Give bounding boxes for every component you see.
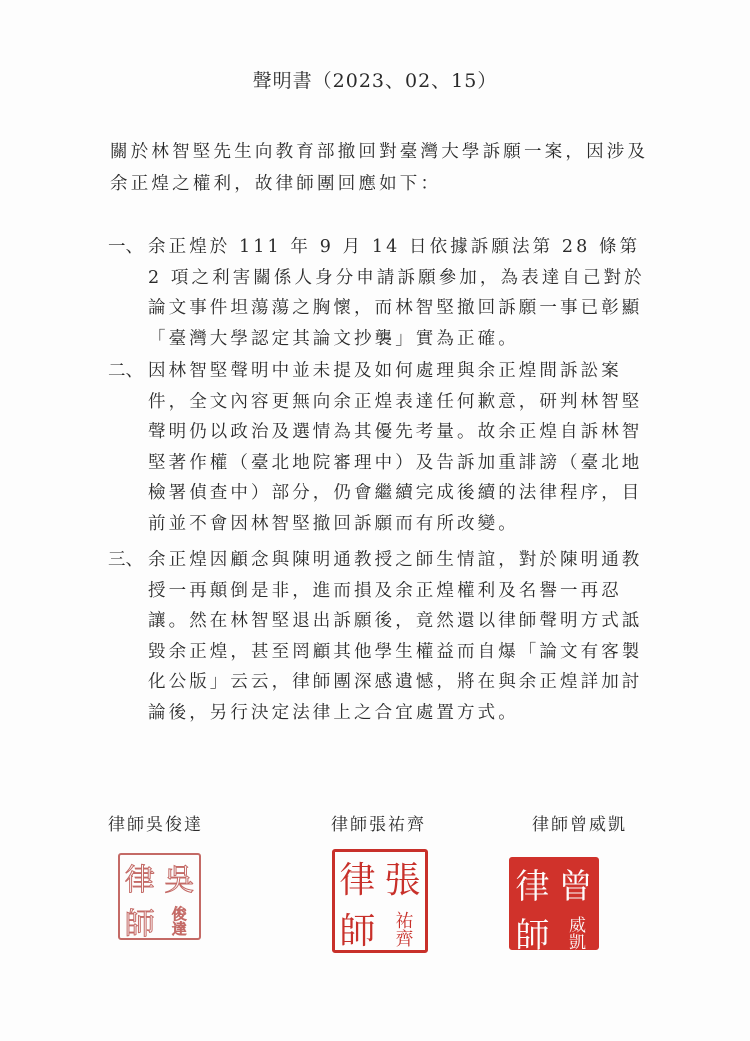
seal-char: 律 xyxy=(339,860,376,901)
item-text: 余正煌於 111 年 9 月 14 日依據訴願法第 28 條第 2 項之利害關係人身分申請訴願參加，為表達自己對於論文事件坦蕩蕩之胸懷，而林智堅撤回訴願一事已彰顯「臺灣大學認定其論文抄襲」實為正確。 xyxy=(148,237,645,349)
item-text: 因林智堅聲明中並未提及如何處理與余正煌間訴訟案件，全文內容更無向余正煌表達任何歉意，研判林智堅聲明仍以政治及選情為其優先考量。故余正煌自訴林智堅著作權（臺北地院審理中）及告訴加重誹謗（臺北地檢署偵查中）部分，仍會繼續完成後續的法律程序，目前並不會因林智堅撤回訴願而有所改變。 xyxy=(148,361,643,534)
seal-char: 張 xyxy=(384,860,421,901)
intro-paragraph: 關於林智堅先生向教育部撤回對臺灣大學訴願一案，因涉及余正煌之權利，故律師團回應如下： xyxy=(110,142,649,194)
item-number: 二、 xyxy=(108,361,143,381)
seal-char: 曾 xyxy=(558,867,593,907)
signatory-name-1: 律師吳俊達 xyxy=(108,815,203,835)
seal-char: 吳 xyxy=(164,863,195,898)
statement-item-1 xyxy=(108,232,653,354)
item-number: 三、 xyxy=(108,550,143,570)
item-number: 一、 xyxy=(108,237,143,257)
seal-char: 律 xyxy=(515,867,550,907)
statement-item-2 xyxy=(108,356,653,539)
item-text: 余正煌因顧念與陳明通教授之師生情誼，對於陳明通教授一再顛倒是非，進而損及余正煌權利及名譽一再忍讓。然在林智堅退出訴願後，竟然還以律師聲明方式詆毀余正煌，甚至罔顧其他學生權益而自爆「論文有客製化公版」云云，律師團深感遺憾，將在與余正煌詳加討論後，另行決定法律上之合宜處置方式。 xyxy=(148,550,643,723)
signatory-name-2: 律師張祐齊 xyxy=(331,815,426,835)
signatory-name-3: 律師曾威凱 xyxy=(532,815,627,835)
document-title: 聲明書（2023、02、15） xyxy=(252,70,498,92)
statement-item-3 xyxy=(108,545,653,728)
seal-char: 師 xyxy=(339,911,376,952)
seal-char: 威凱 xyxy=(565,915,585,950)
seal-char: 律 xyxy=(124,863,155,898)
seal-stamp-2 xyxy=(332,849,428,953)
seal-stamp-3 xyxy=(509,857,599,956)
seal-char: 俊達 xyxy=(169,906,188,936)
seal-stamp-1 xyxy=(118,853,201,940)
seal-char: 祐齊 xyxy=(392,910,414,947)
seal-char: 師 xyxy=(515,916,550,956)
seal-char: 師 xyxy=(124,907,155,942)
